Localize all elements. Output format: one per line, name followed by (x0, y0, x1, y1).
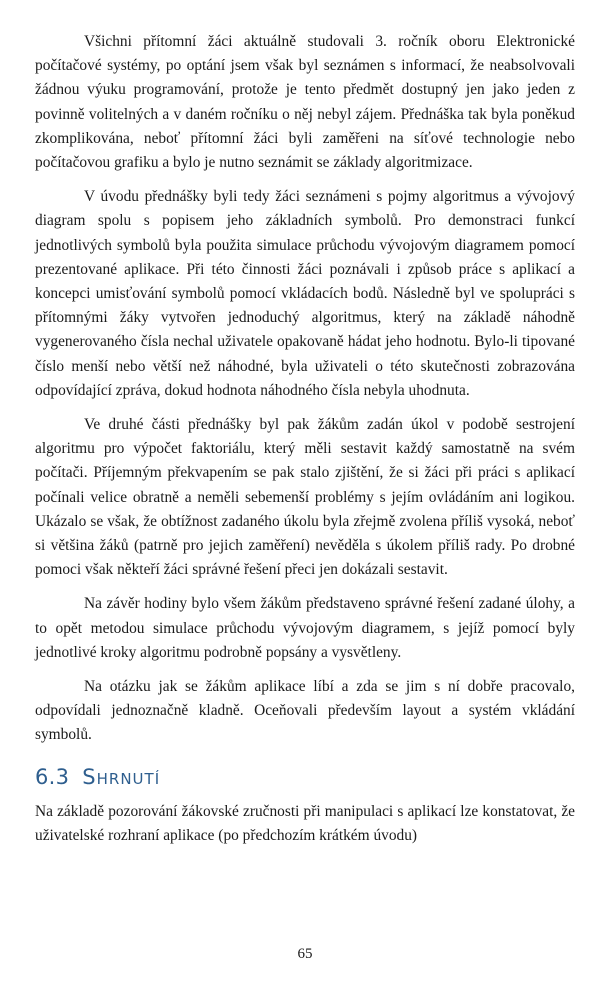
paragraph-second-part: Ve druhé části přednášky byl pak žákům zadán úkol v podobě sestrojení algoritmu pro výpočet faktoriálu, který měli sestavit každý samostatně na svém počítači. Příjemným překvapením se pak stalo zjištění, že si žáci při práci s aplikací počínali velice obratně a neměli sebemenší problémy s jejím ovládáním ani logikou. Ukázalo se však, že obtížnost zadaného úkolu byla zřejmě zvolena příliš vysoká, neboť si většina žáků (patrně pro jejich zaměření) nevěděla s úkolem příliš rady. Po drobné pomoci však někteří žáci správné řešení přeci jen dokázali sestavit. (35, 416, 575, 579)
paragraph-lecture-intro: V úvodu přednášky byli tedy žáci seznámeni s pojmy algoritmus a vývojový diagram spolu s popisem jeho základních symbolů. Pro demonstraci funkcí jednotlivých symbolů byla použita simulace průchodu vývojovým diagramem pomocí prezentované aplikace. Při této činnosti žáci poznávali i způsob práce s aplikací a koncepci umisťování symbolů pomocí vkládacích bodů. Následně byl ve spolupráci s přítomnými žáky vytvořen jednoduchý algoritmus, který na základě náhodně vygenerovaného čísla nechal uživatele opakovaně hádat jeho hodnotu. Bylo-li tipované číslo menší nebo větší než náhodné, byla uživateli o této skutečnosti zobrazována odpovídající zpráva, dokud hodnota náhodného čísla nebyla uhodnuta. (35, 188, 575, 399)
paragraph-students-info: Všichni přítomní žáci aktuálně studovali 3. ročník oboru Elektronické počítačové systémy, po optání jsem však byl seznámen s informací, že neabsolvovali žádnou výuku programování, protože je tento předmět dostupný jen jako jeden z povinně volitelných a v daném ročníku o něj nebyl zájem. Přednáška tak byla poněkud zkomplikována, neboť přítomní žáci byli zaměřeni na síťové technologie nebo počítačovou grafiku a bylo je nutno seznámit se základy algoritmizace. (35, 33, 575, 172)
section-title: Shrnutí (82, 764, 161, 789)
paragraph-summary: Na základě pozorování žákovské zručnosti při manipulaci s aplikací lze konstatovat, že uživatelské rozhraní aplikace (po předchozím krátkém úvodu) (35, 802, 575, 844)
section-number: 6.3 (35, 764, 70, 789)
paragraph-conclusion: Na závěr hodiny bylo všem žákům představeno správné řešení zadané úlohy, a to opět metodou simulace průchodu vývojovým diagramem, s jejíž pomocí byly jednotlivé kroky algoritmu podrobně popsány a vysvětleny. (35, 595, 575, 661)
paragraph-feedback: Na otázku jak se žákům aplikace líbí a zda se jim s ní dobře pracovalo, odpovídali jednoznačně kladně. Oceňovali především layout a systém vkládání symbolů. (35, 678, 575, 744)
section-heading (35, 762, 575, 792)
page-content (35, 30, 575, 858)
page-number: 65 (297, 946, 313, 962)
